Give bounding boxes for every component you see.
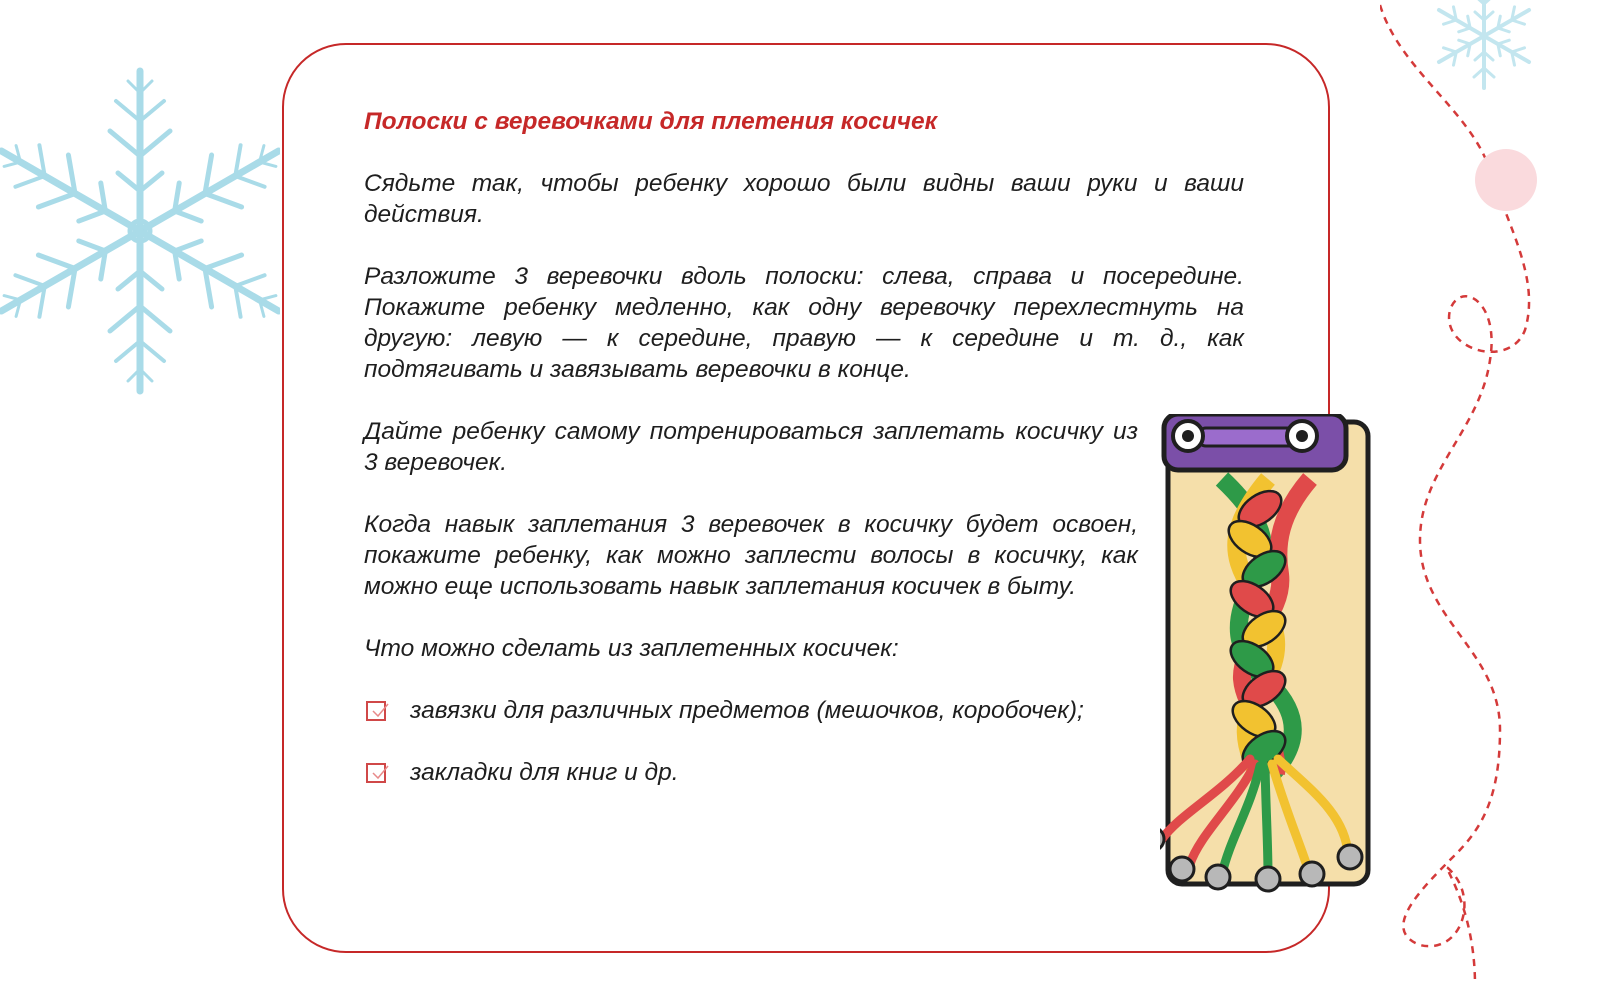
braid-board-illustration: [1160, 414, 1390, 894]
large-snowflake-icon: [0, 55, 280, 410]
paragraph-5: Что можно сделать из заплетенных косичек:: [364, 635, 899, 662]
pink-circle: [1475, 149, 1537, 211]
list-item-text: завязки для различных предметов (мешочков, коробочек);: [410, 697, 1084, 724]
section-title: Полоски с веревочками для плетения косичек: [364, 108, 938, 135]
bead: [1338, 845, 1362, 869]
checkbox-icon: [366, 701, 386, 721]
bead: [1170, 857, 1194, 881]
dashed-decor-line: [1380, 0, 1600, 985]
list-item: [364, 695, 1138, 726]
checkbox-icon: [366, 763, 386, 783]
list-item-text: закладки для книг и др.: [410, 759, 679, 786]
bead: [1206, 865, 1230, 889]
bead: [1300, 862, 1324, 886]
list-item: [364, 757, 1138, 788]
instructions-text: [364, 106, 1244, 819]
paragraph-3: Дайте ребенку самому потренироваться заплетать косичку из 3 веревочек.: [364, 418, 1138, 476]
paragraph-1: Сядьте так, чтобы ребенку хорошо были видны ваши руки и ваши действия.: [364, 170, 1244, 228]
paragraph-2: Разложите 3 веревочки вдоль полоски: слева, справа и посередине. Покажите ребенку медленно, как одну веревочку перехлестнуть на другую: левую — к середине, правую — к середине и т. д., как подтягивать и завязывать веревочки в конце.: [364, 263, 1244, 383]
paragraph-4: Когда навык заплетания 3 веревочек в косичку будет освоен, покажите ребенку, как можно заплести волосы в косичку, как можно еще использовать навык заплетания косичек в быту.: [364, 511, 1138, 600]
bead: [1256, 867, 1280, 891]
